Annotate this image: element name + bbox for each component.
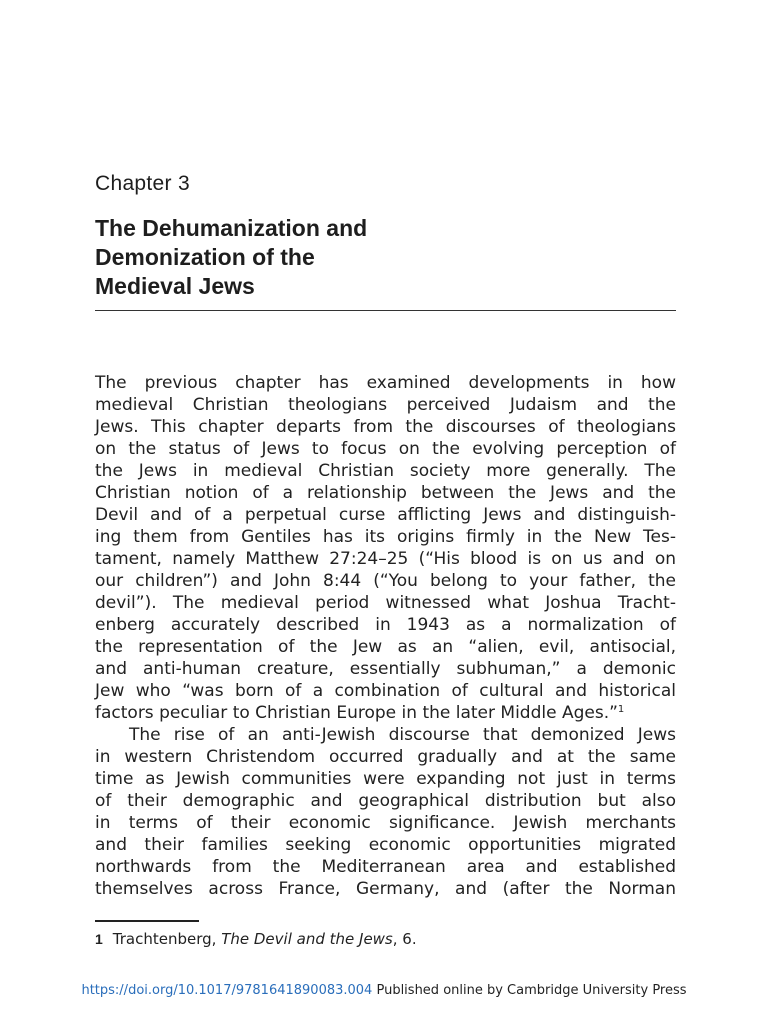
- text-line: ing them from Gentiles has its origins firmly in the New Tes-: [95, 527, 676, 547]
- text-line: the Jews in medieval Christian society more generally. The: [95, 461, 676, 481]
- text-line: medieval Christian theologians perceived Judaism and the: [95, 395, 676, 415]
- text-line: devil”). The medieval period witnessed what Joshua Tracht-: [95, 593, 676, 613]
- footnote-author: Trachtenberg,: [112, 930, 217, 948]
- text-line: The rise of an anti-Jewish discourse that demonized Jews: [129, 725, 676, 745]
- doi-link[interactable]: https://doi.org/10.1017/9781641890083.004: [81, 983, 373, 998]
- text-line-with-footnote: [95, 702, 676, 724]
- text-line: enberg accurately described in 1943 as a normalization of: [95, 615, 676, 635]
- footnote-page: , 6.: [392, 930, 417, 948]
- chapter-title-line: Demonization of the: [95, 244, 315, 270]
- footnote-reference[interactable]: 1: [617, 704, 625, 715]
- text-line: tament, namely Matthew 27:24–25 (“His blood is on us and on: [95, 549, 676, 569]
- footnote-divider: [95, 920, 199, 922]
- text-line: the representation of the Jew as an “alien, evil, antisocial,: [95, 637, 676, 657]
- text-line: our children”) and John 8:44 (“You belong to your father, the: [95, 571, 676, 591]
- paragraph-2: [95, 724, 676, 900]
- chapter-title-line: The Dehumanization and: [95, 215, 368, 241]
- text-line: Jews. This chapter departs from the discourses of theologians: [95, 417, 676, 437]
- text-line: of their demographic and geographical distribution but also: [95, 791, 676, 811]
- text-line: northwards from the Mediterranean area and established: [95, 857, 676, 877]
- chapter-label: Chapter 3: [95, 172, 190, 195]
- footnote-number: 1: [95, 931, 103, 947]
- text-line: Christian notion of a relationship between the Jews and the: [95, 483, 676, 503]
- text-line: and anti-human creature, essentially subhuman,” a demonic: [95, 659, 676, 679]
- text-line: time as Jewish communities were expanding not just in terms: [95, 769, 676, 789]
- text-line: Devil and of a perpetual curse afflicting Jews and distinguish-: [95, 505, 676, 525]
- text-line: factors peculiar to Christian Europe in the later Middle Ages.”: [95, 703, 618, 723]
- paragraph-1: [95, 372, 676, 724]
- chapter-title-line: Medieval Jews: [95, 273, 255, 299]
- chapter-title: [95, 214, 695, 301]
- text-line: and their families seeking economic opportunities migrated: [95, 835, 676, 855]
- text-line: in western Christendom occurred gradually and at the same: [95, 747, 676, 767]
- title-divider: [95, 310, 676, 311]
- body-text: [95, 372, 676, 900]
- publisher-footer: [0, 982, 768, 1000]
- text-line: themselves across France, Germany, and (after the Norman: [95, 879, 676, 899]
- footnote: [95, 929, 417, 949]
- text-line: Jew who “was born of a combination of cultural and historical: [95, 681, 676, 701]
- text-line: on the status of Jews to focus on the evolving perception of: [95, 439, 676, 459]
- published-online-note: Published online by Cambridge University Press: [376, 983, 687, 998]
- text-line: The previous chapter has examined developments in how: [95, 373, 676, 393]
- text-line: in terms of their economic significance. Jewish merchants: [95, 813, 676, 833]
- footnote-work-title: The Devil and the Jews: [221, 930, 393, 948]
